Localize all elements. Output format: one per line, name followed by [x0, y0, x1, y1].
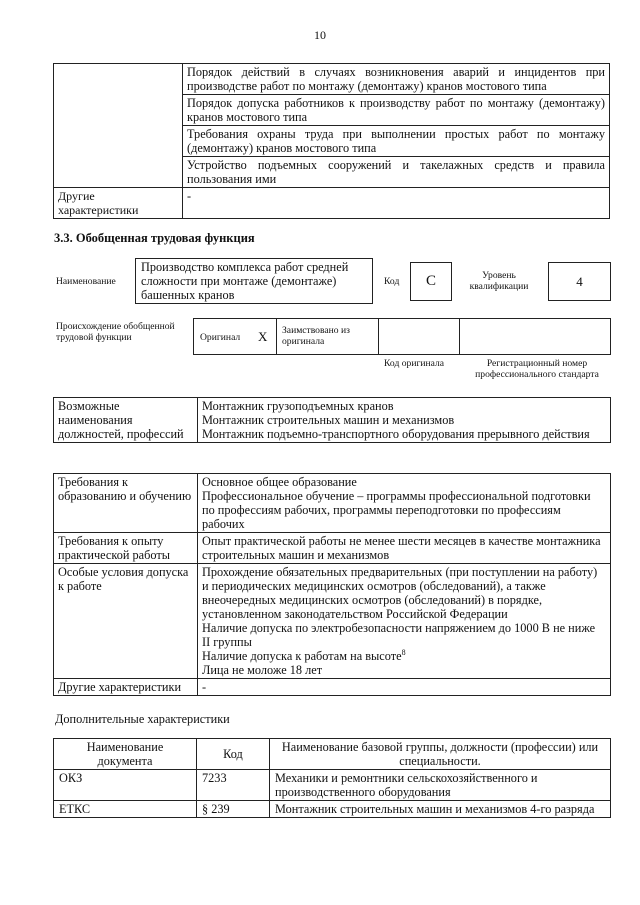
positions-label: Возможные наименования должностей, профессий	[54, 398, 198, 443]
experience-label: Требования к опыту практической работы	[54, 533, 198, 564]
position-item: Монтажник грузоподъемных кранов	[202, 399, 394, 413]
empty-label-cell	[54, 64, 183, 188]
knowledge-row: Порядок допуска работников к производству работ по монтажу (демонтажу) кранов мостового типа	[183, 95, 610, 126]
condition-item: Наличие допуска по электробезопасности напряжением до 1000 В не ниже II группы	[202, 621, 596, 649]
condition-item-age: Лица не моложе 18 лет	[202, 663, 323, 677]
table-row	[54, 770, 611, 801]
code-cell: § 239	[197, 801, 270, 818]
table-row	[54, 801, 611, 818]
level-value: 4	[576, 274, 583, 289]
knowledge-row: Порядок действий в случаях возникновения аварий и инцидентов при производстве работ по монтажу (демонтажу) кранов мостового типа	[183, 64, 610, 95]
code-original-caption: Код оригинала	[384, 358, 445, 369]
knowledge-row: Устройство подъемных сооружений и такелажных средств и правила пользования ими	[183, 157, 610, 188]
knowledge-row: Требования охраны труда при выполнении простых работ по монтажу (демонтажу) кранов мостового типа	[183, 126, 610, 157]
other-characteristics-label: Другие характеристики	[54, 188, 183, 219]
doc-cell: ЕТКС	[54, 801, 197, 818]
conditions-value	[198, 564, 611, 679]
divider	[378, 319, 379, 354]
borrowed-label: Заимствовано из оригинала	[282, 325, 350, 347]
function-name-value: Производство комплекса работ средней сложности при монтаже (демонтаже) башенных кранов	[141, 260, 349, 302]
code-box	[410, 262, 452, 301]
origin-box	[193, 318, 611, 355]
code-label: Код	[384, 276, 400, 287]
original-mark: X	[258, 329, 268, 344]
name-label: Наименование	[56, 276, 116, 287]
other-characteristics-value: -	[198, 679, 611, 696]
education-item: Профессиональное обучение – программы профессиональной подготовки по профессиям рабочих, программы переподготовки по профессиям рабочих	[202, 489, 591, 531]
other-characteristics-value: -	[183, 188, 610, 219]
condition-item-height	[202, 649, 606, 663]
level-box	[548, 262, 611, 301]
other-characteristics-label: Другие характеристики	[54, 679, 198, 696]
position-item: Монтажник строительных машин и механизмов	[202, 413, 455, 427]
divider	[459, 319, 460, 354]
original-label: Оригинал	[200, 332, 241, 343]
code-cell: 7233	[197, 770, 270, 801]
divider	[276, 319, 277, 354]
conditions-label: Особые условия допуска к работе	[54, 564, 198, 679]
footnote-mark: 8	[401, 647, 406, 657]
additional-table	[53, 738, 611, 818]
knowledge-table	[53, 63, 610, 219]
requirements-table	[53, 473, 611, 696]
condition-item: Прохождение обязательных предварительных (при поступлении на работу) и периодических медицинских осмотров (обследований), а также внеочередных медицинских осмотров (обследований) в порядке, установленном законодательством Российской Федерации	[202, 565, 598, 621]
name-cell: Механики и ремонтники сельскохозяйственного и производственного оборудования	[270, 770, 611, 801]
positions-list	[198, 398, 611, 443]
function-name-box	[135, 258, 373, 304]
level-label: Уровень квалификации	[469, 270, 529, 292]
education-value	[198, 474, 611, 533]
header-code: Код	[197, 739, 270, 770]
reg-number-caption: Регистрационный номер профессионального стандарта	[475, 358, 599, 380]
additional-title: Дополнительные характеристики	[55, 712, 230, 726]
code-value: С	[425, 273, 436, 289]
origin-label: Происхождение обобщенной трудовой функции	[56, 321, 175, 343]
page-number: 10	[314, 28, 326, 42]
header-document: Наименование документа	[54, 739, 197, 770]
section-heading: 3.3. Обобщенная трудовая функция	[54, 231, 255, 245]
doc-cell: ОКЗ	[54, 770, 197, 801]
education-item: Основное общее образование	[202, 475, 357, 489]
education-label: Требования к образованию и обучению	[54, 474, 198, 533]
positions-table	[53, 397, 611, 443]
name-cell: Монтажник строительных машин и механизмов 4-го разряда	[270, 801, 611, 818]
height-text: Наличие допуска к работам на высоте	[202, 649, 402, 663]
experience-value: Опыт практической работы не менее шести месяцев в качестве монтажника строительных машин и механизмов	[198, 533, 611, 564]
position-item: Монтажник подъемно-транспортного оборудования прерывного действия	[202, 427, 590, 441]
header-name: Наименование базовой группы, должности (профессии) или специальности.	[270, 739, 611, 770]
